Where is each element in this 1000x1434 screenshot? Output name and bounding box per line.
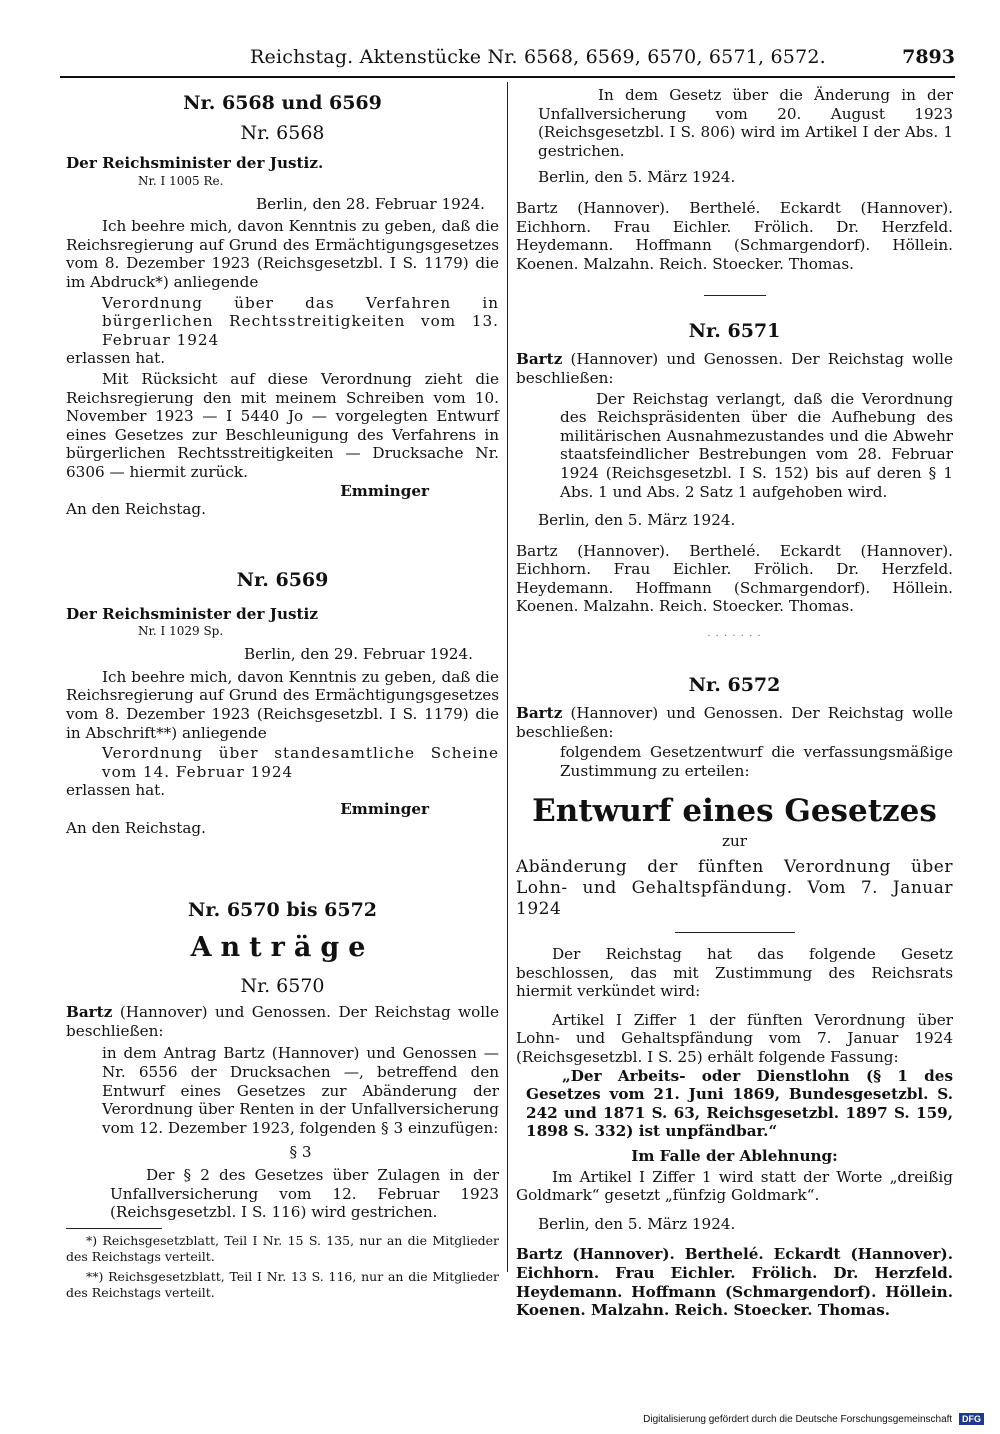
signature-6569: Emminger [340,800,429,819]
digitization-notice [643,1413,984,1425]
motion-6570-paragraph-text: Der § 2 des Gesetzes über Zulagen in der Unfallversicherung vom 12. Februar 1923 (Reichsgesetzbl. I S. 116) wird gestrichen. [110,1165,499,1222]
separator-rule-1 [704,295,766,296]
page-number: 7893 [902,46,955,68]
motion-6570-name: Bartz [66,1003,113,1022]
left-column [66,86,499,1301]
motion-6571-name: Bartz [516,350,563,369]
erlassen-6569: erlassen hat. [66,781,166,800]
running-header [60,44,955,72]
motion-6570-body: in dem Antrag Bartz (Hannover) und Genossen — Nr. 6556 der Drucksachen —, betreffend den Entwurf eines Gesetzes zur Abänderung der Verordnung über Renten in der Unfallversicherung vom 12. Dezember 1923, folgenden § 3 einzufügen: [102,1044,499,1137]
heading-nr-6571: Nr. 6571 [688,320,781,343]
signers-6571: Bartz (Hannover). Berthelé. Eckardt (Hannover). Eichhorn. Frau Eichler. Frölich. Dr. Herzfeld. Heydemann. Hoffmann (Schmargendorf). Höllein. Koenen. Malzahn. Reich. Stoecker. Thomas. [516,541,953,616]
paragraph-6568-1: Ich beehre mich, davon Kenntnis zu geben, daß die Reichsregierung auf Grund des Ermächtigungsgesetzes vom 8. Dezember 1923 (Reichsgesetzbl. I S. 1179) die im Abdruck*) anliegende [66,217,499,291]
date-6572: Berlin, den 5. März 1924. [538,1214,736,1233]
header-title: Reichstag. Aktenstücke Nr. 6568, 6569, 6570, 6571, 6572. [250,46,826,68]
erlassen-6568: erlassen hat. [66,349,166,368]
heading-nr-6568: Nr. 6568 [240,122,325,144]
header-rule [60,76,955,78]
draft-law-title: Entwurf eines Gesetzes [532,793,937,830]
signers-6572: Bartz (Hannover). Berthelé. Eckardt (Hannover). Eichhorn. Frau Eichler. Frölich. Dr. Herzfeld. Heydemann. Hoffmann (Schmargendorf). Höllein. Koenen. Malzahn. Reich. Stoecker. Thomas. [516,1245,953,1320]
heading-nr-6569: Nr. 6569 [236,568,329,591]
signature-6568: Emminger [340,481,429,500]
footnote-1: *) Reichsgesetzblatt, Teil I Nr. 15 S. 135, nur an die Mitglieder des Reichstags verteilt. [66,1232,499,1264]
right-column [516,86,953,1320]
draft-law-quote: „Der Arbeits- oder Dienstlohn (§ 1 des Gesetzes vom 21. Juni 1869, Bundesgesetzbl. S. 242 und 1871 S. 63, Reichsgesetzbl. 1897 S. 159, 1898 S. 332) ist unpfändbar.“ [526,1066,953,1141]
sender-6569: Der Reichsminister der Justiz [66,604,318,623]
heading-nr-6568-6569: Nr. 6568 und 6569 [183,92,382,114]
verordnung-6568: Verordnung über das Verfahren in bürgerlichen Rechtsstreitigkeiten vom 13. Februar 1924 [102,293,499,349]
heading-antraege: Anträge [190,932,375,964]
paragraph-6568-2: Mit Rücksicht auf diese Verordnung zieht die Reichsregierung den mit meinem Schreiben vom 10. November 1923 — I 5440 Jo — vorgelegten Entwurf eines Gesetzes zur Beschleunigung des Verfahrens in bürgerlichen Rechtsstreitigkeiten — Drucksache Nr. 6306 — hiermit zurück. [66,369,499,481]
signers-6570: Bartz (Hannover). Berthelé. Eckardt (Hannover). Eichhorn. Frau Eichler. Frölich. Dr. Herzfeld. Heydemann. Hoffmann (Schmargendorf). Höllein. Koenen. Malzahn. Reich. Stoecker. Thomas. [516,198,953,273]
verordnung-6569: Verordnung über standesamtliche Scheine vom 14. Februar 1924 [102,744,499,781]
sender-6568: Der Reichsminister der Justiz. [66,154,324,172]
motion-6571-intro [516,350,953,387]
dfg-logo: DFG [959,1413,984,1425]
draft-law-subtitle: Abänderung der fünften Verordnung über Lohn- und Gehaltspfändung. Vom 7. Januar 1924 [516,857,953,920]
heading-nr-6570-6572: Nr. 6570 bis 6572 [187,899,378,922]
addressee-6568: An den Reichstag. [66,500,206,519]
motion-6572-intro-text: (Hannover) und Genossen. Der Reichstag wolle beschließen: [516,704,954,741]
heading-nr-6572: Nr. 6572 [688,674,781,697]
motion-6570-intro-text: (Hannover) und Genossen. Der Reichstag wolle beschließen: [66,1003,499,1040]
addressee-6569: An den Reichstag. [66,818,206,837]
column-divider [507,82,508,1272]
motion-6571-intro-text: (Hannover) und Genossen. Der Reichstag wolle beschließen: [516,350,954,387]
rejection-heading: Im Falle der Ablehnung: [631,1146,838,1165]
draft-law-intro: Der Reichstag hat das folgende Gesetz beschlossen, das mit Zustimmung des Reichsrats hiermit verkündet wird: [516,945,953,1001]
motion-6572-body: folgendem Gesetzentwurf die verfassungsmäßige Zustimmung zu erteilen: [560,743,953,780]
draft-law-zur: zur [721,832,748,851]
draft-law-article: Artikel I Ziffer 1 der fünften Verordnung über Lohn- und Gehaltspfändung vom 7. Januar 1924 (Reichsgesetzbl. I S. 25) erhält folgende Fassung: [516,1010,953,1066]
motion-6570-continuation: In dem Gesetz über die Änderung in der Unfallversicherung vom 20. August 1923 (Reichsgesetzbl. I S. 806) wird im Artikel I der Abs. 1 gestrichen. [538,86,953,160]
date-6568: Berlin, den 28. Februar 1924. [256,194,485,213]
date-6570: Berlin, den 5. März 1924. [538,168,736,187]
reference-6568: Nr. I 1005 Re. [138,173,224,188]
digitization-text: Digitalisierung gefördert durch die Deutsche Forschungsgemeinschaft [643,1413,953,1425]
reference-6569: Nr. I 1029 Sp. [138,624,224,639]
motion-6572-intro [516,704,953,741]
rejection-text: Im Artikel I Ziffer 1 wird statt der Worte „dreißig Goldmark“ gesetzt „fünfzig Goldmark“. [516,1167,953,1205]
separator-dots: · · · · · · · [707,631,762,643]
separator-rule-2 [675,932,795,933]
motion-6570-paragraph-sign: § 3 [289,1143,312,1162]
date-6569: Berlin, den 29. Februar 1924. [244,645,473,664]
motion-6572-name: Bartz [516,704,563,723]
heading-nr-6570: Nr. 6570 [240,975,325,998]
motion-6570-intro [66,1003,499,1040]
paragraph-6569-1: Ich beehre mich, davon Kenntnis zu geben, daß die Reichsregierung auf Grund des Ermächtigungsgesetzes vom 8. Dezember 1923 (Reichsgesetzbl. I S. 1179) die in Abschrift**) anliegende [66,667,499,742]
date-6571: Berlin, den 5. März 1924. [538,511,736,530]
footnote-rule [66,1228,162,1229]
motion-6571-body: Der Reichstag verlangt, daß die Verordnung des Reichspräsidenten über die Aufhebung des militärischen Ausnahmezustandes und die Abwehr staatsfeindlicher Bestrebungen vom 28. Februar 1924 (Reichsgesetzbl. I S. 152) bis auf deren § 1 Abs. 1 und Abs. 2 Satz 1 aufgehoben wird. [560,389,953,501]
footnote-2: **) Reichsgesetzblatt, Teil I Nr. 13 S. 116, nur an die Mitglieder des Reichstags verteilt. [66,1268,499,1300]
